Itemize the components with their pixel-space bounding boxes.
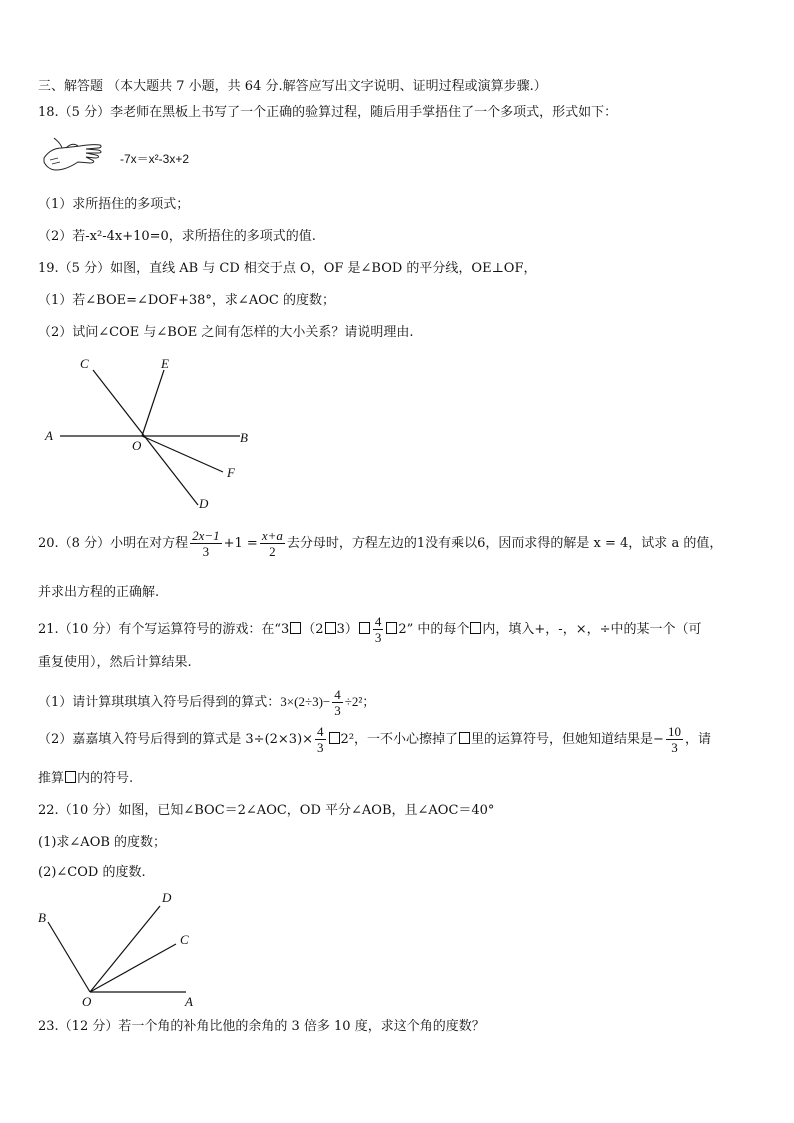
q22-stem: 22.（10 分）如图，已知∠BOC＝2∠AOC，OD 平分∠AOB，且∠AOC＝40° — [38, 803, 495, 818]
q21-sub2: （2）嘉嘉填入符号后得到的算式是 3÷(2×3)× $\frac{4}{3}$ 2²，一不小心擦掉了 里的运算符号，但她知道结果是− $\frac{10}{3}$ ，请 — [38, 724, 711, 755]
q21-result-frac: $\frac{10}{3}$ — [667, 724, 681, 755]
ray-oe — [142, 370, 164, 436]
label-a: A — [45, 428, 53, 443]
q23-stem: 23.（12 分）若一个角的补角比他的余角的 3 倍多 10 度，求这个角的度数？ — [38, 1019, 485, 1034]
q20-frac2: $\frac{x+a}{2}$ — [261, 528, 283, 559]
q20-plus-one: +1 = — [223, 536, 258, 551]
label-b: B — [38, 910, 46, 925]
label-o: O — [82, 994, 92, 1009]
hand-icon — [40, 134, 106, 176]
blank-box — [329, 732, 340, 744]
q22-sub2: (2)∠COD 的度数. — [38, 865, 146, 880]
label-f: F — [227, 465, 235, 480]
blank-box — [325, 622, 336, 634]
ray-of — [142, 436, 223, 472]
label-d: D — [199, 496, 209, 511]
q18-sub2: （2）若-x²-4x+10=0，求所捂住的多项式的值. — [38, 229, 316, 244]
ray-od — [90, 906, 160, 992]
blank-box — [459, 732, 470, 744]
q20-prefix: 20.（8 分）小明在对方程 — [38, 536, 189, 551]
blank-box — [359, 622, 370, 634]
q19-figure — [40, 350, 280, 520]
q20-line2: 并求出方程的正确解. — [38, 585, 160, 600]
blank-box — [386, 622, 397, 634]
q22-figure — [34, 886, 214, 1010]
label-e: E — [161, 356, 169, 371]
q21-sub1: （1）请计算琪琪填入符号后得到的算式：3×(2÷3)− $\frac{4}{3}$ ÷2²； — [38, 687, 376, 718]
q22-sub1: (1)求∠AOB 的度数； — [38, 835, 167, 850]
label-o: O — [132, 438, 142, 453]
ray-oc — [90, 944, 176, 992]
blank-box — [470, 622, 481, 634]
q21-sub2-line2: 推算 内的符号. — [38, 771, 134, 786]
q18-stem: 18.（5 分）李老师在黑板上书写了一个正确的验算过程，随后用手掌捂住了一个多项式，形式如下： — [38, 105, 618, 120]
q21-stem: 21.（10 分）有个写运算符号的游戏：在“3 （2 3） $\frac{4}{3}$ 2” 中的每个 内，填入+，-，×，÷中的某一个（可 — [38, 614, 702, 645]
section-header: 三、解答题 （本大题共 7 小题，共 64 分.解答应写出文字说明、证明过程或演算步骤.） — [38, 79, 547, 94]
q21-line2: 重复使用），然后计算结果. — [38, 655, 192, 670]
q19-sub1: （1）若∠BOE=∠DOF+38°，求∠AOC 的度数； — [38, 293, 335, 308]
label-c: C — [80, 356, 89, 371]
blank-box — [290, 622, 301, 634]
blank-box — [65, 771, 76, 783]
q20-frac1: $\frac{2x-1}{3}$ — [192, 528, 220, 559]
ray-ob — [48, 922, 90, 992]
q21-frac: $\frac{4}{3}$ — [374, 614, 382, 645]
label-c: C — [180, 932, 189, 947]
q19-sub2: （2）试问∠COE 与∠BOE 之间有怎样的大小关系？请说明理由. — [38, 325, 414, 340]
label-b: B — [240, 430, 248, 445]
q21-sub1-frac: $\frac{4}{3}$ — [334, 687, 341, 718]
q19-stem: 19.（5 分）如图，直线 AB 与 CD 相交于点 O，OF 是∠BOD 的平分线，OE⊥OF， — [38, 261, 537, 276]
q18-equation: -7x＝x²-3x+2 — [120, 152, 190, 166]
q18-sub1: （1）求所捂住的多项式； — [38, 197, 190, 212]
q21-sub2-frac: $\frac{4}{3}$ — [317, 724, 324, 755]
q20-line1 — [38, 526, 722, 562]
q20-suffix: 去分母时，方程左边的1没有乘以6，因而求得的解是 x = 4，试求 a 的值， — [286, 536, 723, 551]
label-a: A — [185, 994, 193, 1009]
label-d: D — [162, 890, 172, 905]
